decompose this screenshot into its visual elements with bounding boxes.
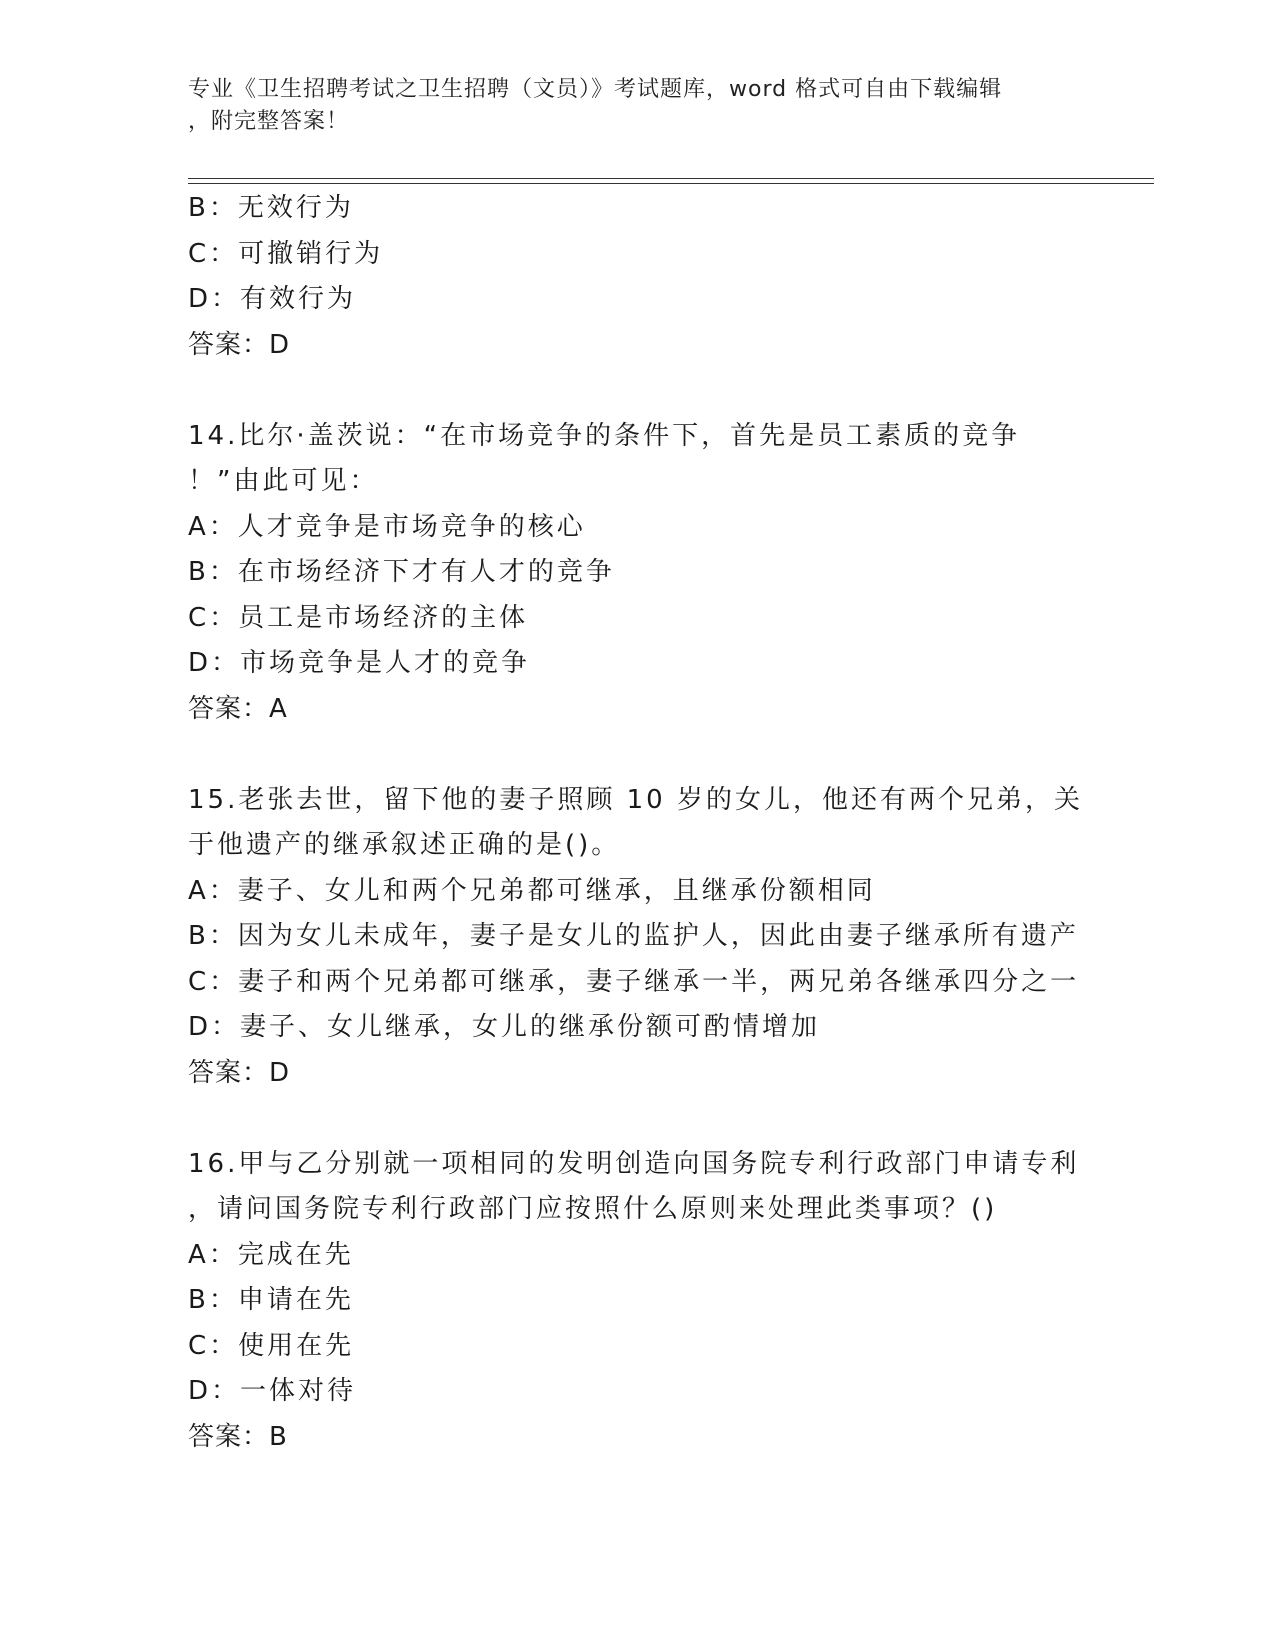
question-stem-line: 14.比尔·盖茨说：“在市场竞争的条件下，首先是员工素质的竞争 [188,420,1021,451]
option-a: A：人才竞争是市场竞争的核心 [188,511,586,542]
header-rule-bottom [188,183,1154,184]
answer-line [188,687,1088,733]
option-d: D：一体对待 [188,1376,357,1406]
answer-line [188,323,1088,369]
option-c: C：员工是市场经济的主体 [188,602,529,633]
option-c: C：使用在先 [188,1330,355,1361]
question-13-continued [188,186,1088,368]
question-list [188,186,1088,1460]
spacer [188,1096,1088,1142]
question-stem-line: ，请问国务院专利行政部门应按照什么原则来处理此类事项？() [188,1194,998,1224]
option-b: B：在市场经济下才有人才的竞争 [188,557,615,587]
answer-value: A [269,693,287,724]
header-line-1: 专业《卫生招聘考试之卫生招聘（文员）》考试题库，word 格式可自由下载编辑 [188,77,1003,102]
answer-label: 答案： [188,1421,270,1452]
answer-value: D [269,1057,290,1088]
option-b: B：无效行为 [188,193,354,223]
option-b: B：申请在先 [188,1285,354,1315]
spacer [188,368,1088,414]
question-stem-line: 于他遗产的继承叙述正确的是()。 [188,830,621,860]
answer-label: 答案： [188,693,270,724]
option-a: A：妻子、女儿和两个兄弟都可继承，且继承份额相同 [188,875,876,906]
question-stem-line: 16.甲与乙分别就一项相同的发明创造向国务院专利行政部门申请专利 [188,1148,1080,1179]
answer-value: D [269,329,290,360]
spacer [188,732,1088,778]
question-stem-line: ！”由此可见： [188,466,379,496]
option-b: B：因为女儿未成年，妻子是女儿的监护人，因此由妻子继承所有遗产 [188,921,1079,951]
option-a: A：完成在先 [188,1239,354,1270]
option-d: D：妻子、女儿继承，女儿的继承份额可酌情增加 [188,1012,821,1042]
answer-line [188,1051,1088,1097]
answer-value: B [269,1421,287,1452]
option-d: D：有效行为 [188,284,357,314]
answer-label: 答案： [188,1057,270,1088]
header-line-2: ，附完整答案！ [188,109,350,134]
question-15 [188,778,1088,1097]
question-16 [188,1142,1088,1461]
question-14 [188,414,1088,733]
option-c: C：妻子和两个兄弟都可继承，妻子继承一半，两兄弟各继承四分之一 [188,966,1080,997]
question-stem-line: 15.老张去世，留下他的妻子照顾 10 岁的女儿，他还有两个兄弟，关 [188,784,1083,815]
header-rule-top [188,178,1154,179]
answer-line [188,1415,1088,1461]
page-header [188,74,1078,138]
option-c: C：可撤销行为 [188,238,384,269]
option-d: D：市场竞争是人才的竞争 [188,648,531,678]
answer-label: 答案： [188,329,270,360]
